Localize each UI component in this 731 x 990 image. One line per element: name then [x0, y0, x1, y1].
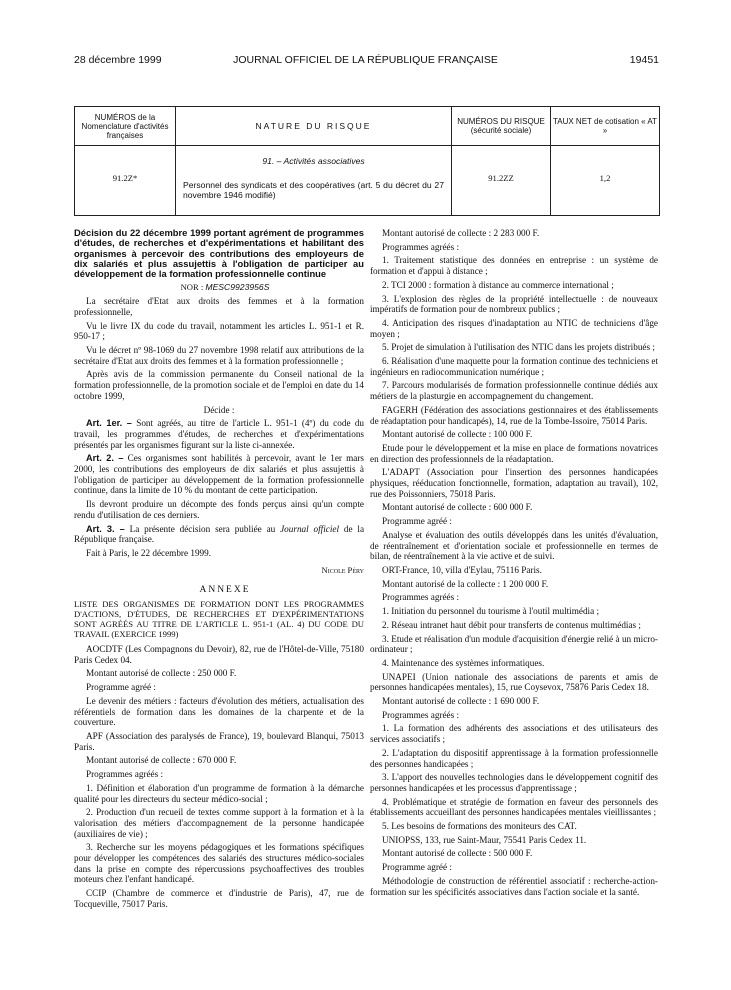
collection-amount: Montant autorisé de collecte : 250 000 F. [86, 668, 237, 679]
header-nomenclature: NUMÉROS de la Nomenclature d'activités françaises [75, 107, 176, 146]
header-numeros-risque: NUMÉROS DU RISQUE (sécurité sociale) [452, 107, 551, 146]
right-column [370, 228, 658, 900]
programme-item: Analyse et évaluation des outils développés dans les unités d'évaluation, de réentraînement et d'orientation sociale et professionnelle en termes de bilan, de réentraînement à la vie active et de suivi. [370, 529, 658, 562]
header-nature-risque: NATURE DU RISQUE [176, 107, 452, 146]
article-1 [74, 418, 364, 450]
annexe-heading: ANNEXE [199, 585, 251, 596]
table-header-row [75, 107, 660, 146]
header-title: JOURNAL OFFICIEL DE LA RÉPUBLIQUE FRANÇAISE [233, 54, 498, 66]
programme-item: 3. L'explosion des règles de la propriété intellectuelle : de nouveaux impératifs de formation pour de nombreux publics ; [370, 293, 658, 315]
header-taux-net: TAUX NET de cotisation « AT » [551, 107, 660, 146]
org-entry: UNIOPSS, 133, rue Saint-Maur, 75541 Paris Cedex 11. [382, 834, 587, 845]
article-text: Sont agréés, au titre de l'article L. 951-1 (4º) du code du travail, les programmes d'études, de recherches et d'expérimentations présentés par les organismes figurant sur la liste ci-annexée. [74, 418, 365, 450]
programme-label: Programmes agréés : [382, 241, 460, 252]
programme-item: Méthodologie de construction de référentiel associatif : recherche-action-formation sur les spécificités associatives dans l'action sociale et la santé. [370, 875, 658, 897]
collection-amount: Montant autorisé de collecte : 500 000 F. [382, 848, 533, 859]
programme-item: 1. Traitement statistique des données en entreprise : un système de formation et d'appui à distance ; [370, 255, 658, 277]
risk-table [74, 106, 660, 216]
decision-title: Décision du 22 décembre 1999 portant agrément de programmes d'études, de recherches et d'expérimentations et habilitant des organismes à percevoir des contributions des employeurs de dix salariés et plus assujettis à l'obligation de participer au développement de la formation professionnelle continue [74, 227, 364, 280]
programme-item: Etude pour le développement et la mise en place de formations novatrices en direction des professionnels de la réadaptation. [370, 442, 658, 464]
cell-code: 91.2Z* [75, 146, 176, 216]
org-entry: APF (Association des paralysés de France), 19, boulevard Blanqui, 75013 Paris. [74, 730, 364, 752]
programme-item: 5. Projet de simulation à l'utilisation des NTIC dans les projets distribués ; [382, 342, 655, 353]
paragraph: Ils devront produire un décompte des fonds perçus ainsi qu'un compte rendu d'utilisation de ces derniers. [74, 499, 364, 520]
programme-item: 7. Parcours modularisés de formation professionnelle continue dédiés aux métiers de la plasturgie en accompagnement du changement. [370, 380, 658, 402]
cell-rate: 1,2 [551, 146, 660, 216]
programme-label: Programme agréé : [86, 682, 156, 693]
journal-officiel-ref: Journal officiel [280, 523, 340, 534]
programme-item: 1. Définition et élaboration d'un programme de formation à la démarche qualité pour les directeurs du secteur médico-social ; [74, 782, 364, 804]
programme-label: Programmes agréés : [382, 709, 460, 720]
programme-label: Programme agréé : [382, 516, 452, 527]
programme-item: 3. Etude et réalisation d'un module d'acquisition d'énergie relié à un micro-ordinateur ; [370, 633, 658, 655]
article-text: de la République française. [74, 523, 365, 545]
category-label: 91. – Activités associatives [262, 156, 365, 166]
cell-nature [176, 146, 452, 216]
paragraph: Après avis de la commission permanente du Conseil national de la formation professionnelle, de la promotion sociale et de l'emploi en date du 14 octobre 1999, [74, 369, 364, 401]
article-label: Art. 2. – [86, 453, 124, 464]
nor-label: NOR : [180, 282, 204, 293]
programme-item: 1. La formation des adhérents des associations et des utilisateurs des services associatifs ; [370, 723, 658, 745]
collection-amount: Montant autorisé de la collecte : 1 200 000 F. [382, 578, 549, 589]
article-3 [74, 524, 364, 545]
page-number: 19451 [629, 54, 659, 66]
article-label: Art. 1er. – [86, 418, 132, 429]
collection-amount: Montant autorisé de collecte : 670 000 F. [86, 755, 237, 766]
programme-item: 4. Anticipation des risques d'inadaptation au NTIC de techniciens d'âge moyen ; [370, 317, 658, 339]
programme-item: 5. Les besoins de formations des moniteurs des CAT. [382, 821, 577, 832]
cell-risk-number: 91.2ZZ [452, 146, 551, 216]
programme-item: 2. TCI 2000 : formation à distance au commerce international ; [382, 279, 614, 290]
programme-item: 2. Production d'un recueil de textes comme support à la formation et à la valorisation des métiers d'accompagnement de la personne handicapée (auxiliaires de vie) ; [74, 807, 364, 839]
article-text: La présente décision sera publiée au [129, 523, 276, 534]
org-entry: ORT-France, 10, villa d'Eylau, 75116 Paris. [382, 564, 542, 575]
programme-item: 3. L'apport des nouvelles technologies dans le développement cognitif des personnes handicapées et les processus d'apprentissage ; [370, 772, 658, 793]
programme-item: Le devenir des métiers : facteurs d'évolution des métiers, actualisation des référentiels de formation dans les domaines de la charpente et de la couverture. [74, 695, 364, 728]
programme-item: 4. Problématique et stratégie de formation en faveur des personnels des établissements accueillant des personnes handicapées mentales vieillissantes ; [370, 796, 658, 818]
programme-item: 2. L'adaptation du dispositif apprentissage à la formation professionnelle des personnes handicapées ; [370, 747, 658, 769]
programme-label: Programmes agréés : [382, 592, 460, 603]
programme-item: 4. Maintenance des systèmes informatiques. [382, 657, 545, 668]
org-entry: CCIP (Chambre de commerce et d'industrie de Paris), 47, rue de Tocqueville, 75017 Paris. [74, 888, 364, 909]
decide-heading: Décide : [203, 404, 235, 415]
collection-amount: Montant autorisé de collecte : 1 690 000 F. [382, 696, 540, 707]
fait-a-paris: Fait à Paris, le 22 décembre 1999. [86, 547, 212, 558]
org-entry: FAGERH (Fédération des associations gestionnaires et des établissements de réadaptation pour handicapés), 14, rue de la Tombe-Issoire, 75014 Paris. [370, 404, 658, 426]
risk-description: Personnel des syndicats et des coopératives (art. 5 du décret du 27 novembre 1946 modifié) [183, 180, 444, 200]
paragraph: La secrétaire d'Etat aux droits des femmes et à la formation professionnelle, [74, 296, 364, 317]
org-entry: UNAPEI (Union nationale des associations de parents et amis de personnes handicapées mentales), 15, rue Coysevox, 75876 Paris Cedex 18. [370, 671, 658, 693]
programme-item: 6. Réalisation d'une maquette pour la formation continue des techniciens et ingénieurs en radiocommunication numérique ; [370, 356, 658, 377]
paragraph: Vu le livre IX du code du travail, notamment les articles L. 951-1 et R. 950-17 ; [74, 320, 364, 342]
list-title: LISTE DES ORGANISMES DE FORMATION DONT LES PROGRAMMES D'ACTIONS, D'ÉTUDES, DE RECHERCHES ET D'EXPÉRIMENTATIONS SONT AGRÉÉS AU TITRE DE L'ARTICLE L. 951-1 (AL. 4) DU CODE DU TRAVAIL (EXERCICE 1999) [74, 599, 364, 640]
collection-amount: Montant autorisé de collecte : 100 000 F. [382, 429, 533, 440]
org-entry: L'ADAPT (Association pour l'insertion des personnes handicapées physiques, rééducation fonctionnelle, formation, adaptation au travail), 102, rue des Poissonniers, 75018 Paris. [370, 467, 658, 499]
signature: Nicole Péry [321, 564, 364, 575]
programme-item: 2. Réseau intranet haut débit pour transferts de contenus multimédias ; [382, 619, 641, 630]
paragraph: Vu le décret nº 98-1069 du 27 novembre 1998 relatif aux attributions de la secrétaire d'Etat aux droits des femmes et à la formation professionnelle ; [74, 345, 364, 366]
programme-label: Programmes agréés : [86, 769, 164, 780]
collection-amount: Montant autorisé de collecte : 600 000 F. [382, 502, 533, 513]
article-2 [74, 453, 364, 496]
table-row [75, 146, 660, 216]
programme-item: 1. Initiation du personnel du tourisme à l'outil multimédia ; [382, 606, 600, 617]
article-label: Art. 3. – [86, 523, 125, 534]
article-text: Ces organismes sont habilités à percevoir, avant le 1er mars 2000, les contributions des employeurs de dix salariés et plus assujettis à l'obligation de participer au développement de la formation professionnelle continue, dans la limite de 10 % du montant de cette participation. [74, 453, 365, 496]
left-column [74, 228, 364, 913]
nor-reference [74, 282, 364, 293]
header-date: 28 décembre 1999 [74, 54, 162, 66]
programme-label: Programme agréé : [382, 862, 452, 873]
collection-amount: Montant autorisé de collecte : 2 283 000 F. [382, 228, 540, 238]
programme-item: 3. Recherche sur les moyens pédagogiques et les formations spécifiques pour développer les compétences des salariés des structures médico-sociales dans la prise en compte des répercussions psychoaffectives des troubles moteurs chez l'enfant handicapé. [74, 842, 364, 885]
nor-code: MESC9923956S [205, 282, 270, 293]
org-entry: AOCDTF (Les Compagnons du Devoir), 82, rue de l'Hôtel-de-Ville, 75180 Paris Cedex 04. [74, 644, 364, 665]
